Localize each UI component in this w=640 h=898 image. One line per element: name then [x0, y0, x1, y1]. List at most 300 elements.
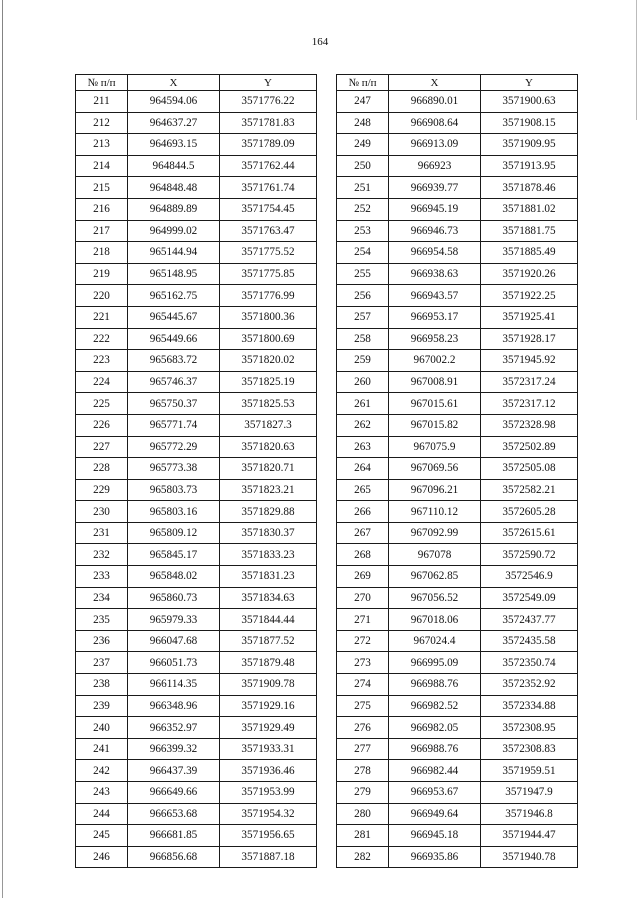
- y-coordinate-cell: 3571827.3: [220, 414, 317, 436]
- y-coordinate-cell: 3572502.89: [481, 436, 578, 458]
- x-coordinate-cell: 967008.91: [389, 371, 481, 393]
- point-number-cell: 260: [337, 371, 389, 393]
- point-number-cell: 258: [337, 328, 389, 350]
- point-number-cell: 236: [76, 630, 128, 652]
- x-coordinate-cell: 965148.95: [128, 263, 220, 285]
- y-coordinate-cell: 3572334.88: [481, 695, 578, 717]
- y-coordinate-cell: 3571775.85: [220, 263, 317, 285]
- point-number-cell: 249: [337, 134, 389, 156]
- point-number-cell: 274: [337, 674, 389, 696]
- table-row: [76, 717, 317, 739]
- x-coordinate-cell: 965773.38: [128, 458, 220, 480]
- table-row: [76, 220, 317, 242]
- point-number-cell: 233: [76, 566, 128, 588]
- y-coordinate-cell: 3571922.25: [481, 285, 578, 307]
- point-number-cell: 225: [76, 393, 128, 415]
- x-coordinate-cell: 967018.06: [389, 609, 481, 631]
- table-header-row: [337, 75, 578, 91]
- table-row: [76, 458, 317, 480]
- point-number-cell: 256: [337, 285, 389, 307]
- y-coordinate-cell: 3572317.12: [481, 393, 578, 415]
- table-row: [76, 695, 317, 717]
- x-coordinate-cell: 966946.73: [389, 220, 481, 242]
- point-number-cell: 280: [337, 803, 389, 825]
- y-coordinate-cell: 3571900.63: [481, 91, 578, 113]
- x-coordinate-cell: 965162.75: [128, 285, 220, 307]
- y-coordinate-cell: 3571925.41: [481, 306, 578, 328]
- table-row: [76, 134, 317, 156]
- point-number-cell: 265: [337, 479, 389, 501]
- coordinates-table-right: [336, 74, 578, 868]
- point-number-cell: 238: [76, 674, 128, 696]
- table-row: [337, 760, 578, 782]
- point-number-cell: 237: [76, 652, 128, 674]
- x-coordinate-cell: 966890.01: [389, 91, 481, 113]
- y-coordinate-cell: 3571800.36: [220, 306, 317, 328]
- header-x: X: [128, 75, 220, 91]
- x-coordinate-cell: 966923: [389, 155, 481, 177]
- y-coordinate-cell: 3571825.19: [220, 371, 317, 393]
- point-number-cell: 224: [76, 371, 128, 393]
- y-coordinate-cell: 3572308.95: [481, 717, 578, 739]
- table-row: [76, 328, 317, 350]
- x-coordinate-cell: 966348.96: [128, 695, 220, 717]
- point-number-cell: 254: [337, 242, 389, 264]
- point-number-cell: 271: [337, 609, 389, 631]
- y-coordinate-cell: 3571936.46: [220, 760, 317, 782]
- table-row: [76, 479, 317, 501]
- point-number-cell: 261: [337, 393, 389, 415]
- table-row: [337, 501, 578, 523]
- table-row: [337, 674, 578, 696]
- y-coordinate-cell: 3571820.71: [220, 458, 317, 480]
- table-row: [337, 306, 578, 328]
- point-number-cell: 263: [337, 436, 389, 458]
- x-coordinate-cell: 965979.33: [128, 609, 220, 631]
- table-row: [76, 350, 317, 372]
- table-row: [337, 393, 578, 415]
- point-number-cell: 264: [337, 458, 389, 480]
- y-coordinate-cell: 3571763.47: [220, 220, 317, 242]
- point-number-cell: 241: [76, 738, 128, 760]
- point-number-cell: 259: [337, 350, 389, 372]
- y-coordinate-cell: 3571909.95: [481, 134, 578, 156]
- x-coordinate-cell: 964889.89: [128, 198, 220, 220]
- point-number-cell: 247: [337, 91, 389, 113]
- y-coordinate-cell: 3571929.49: [220, 717, 317, 739]
- point-number-cell: 218: [76, 242, 128, 264]
- y-coordinate-cell: 3571928.17: [481, 328, 578, 350]
- y-coordinate-cell: 3571800.69: [220, 328, 317, 350]
- point-number-cell: 240: [76, 717, 128, 739]
- x-coordinate-cell: 966352.97: [128, 717, 220, 739]
- header-num: № п/п: [337, 75, 389, 91]
- table-row: [337, 242, 578, 264]
- y-coordinate-cell: 3572350.74: [481, 652, 578, 674]
- point-number-cell: 267: [337, 522, 389, 544]
- x-coordinate-cell: 965803.73: [128, 479, 220, 501]
- table-row: [337, 220, 578, 242]
- scan-edge-right: [636, 0, 637, 120]
- y-coordinate-cell: 3571946.8: [481, 803, 578, 825]
- y-coordinate-cell: 3571929.16: [220, 695, 317, 717]
- x-coordinate-cell: 967015.82: [389, 414, 481, 436]
- y-coordinate-cell: 3571944.47: [481, 825, 578, 847]
- y-coordinate-cell: 3571909.78: [220, 674, 317, 696]
- y-coordinate-cell: 3571940.78: [481, 846, 578, 868]
- x-coordinate-cell: 965683.72: [128, 350, 220, 372]
- y-coordinate-cell: 3571820.63: [220, 436, 317, 458]
- table-row: [337, 177, 578, 199]
- x-coordinate-cell: 965848.02: [128, 566, 220, 588]
- point-number-cell: 222: [76, 328, 128, 350]
- y-coordinate-cell: 3571877.52: [220, 630, 317, 652]
- table-row: [76, 436, 317, 458]
- scan-edge-left: [2, 0, 3, 898]
- table-row: [76, 803, 317, 825]
- x-coordinate-cell: 967024.4: [389, 630, 481, 652]
- point-number-cell: 277: [337, 738, 389, 760]
- y-coordinate-cell: 3571956.65: [220, 825, 317, 847]
- x-coordinate-cell: 965445.67: [128, 306, 220, 328]
- point-number-cell: 223: [76, 350, 128, 372]
- point-number-cell: 251: [337, 177, 389, 199]
- y-coordinate-cell: 3571776.22: [220, 91, 317, 113]
- table-row: [337, 112, 578, 134]
- point-number-cell: 235: [76, 609, 128, 631]
- table-row: [337, 609, 578, 631]
- y-coordinate-cell: 3572308.83: [481, 738, 578, 760]
- point-number-cell: 269: [337, 566, 389, 588]
- table-row: [76, 738, 317, 760]
- point-number-cell: 270: [337, 587, 389, 609]
- table-row: [337, 803, 578, 825]
- point-number-cell: 262: [337, 414, 389, 436]
- x-coordinate-cell: 965772.29: [128, 436, 220, 458]
- x-coordinate-cell: 967069.56: [389, 458, 481, 480]
- x-coordinate-cell: 966958.23: [389, 328, 481, 350]
- point-number-cell: 246: [76, 846, 128, 868]
- x-coordinate-cell: 966995.09: [389, 652, 481, 674]
- point-number-cell: 244: [76, 803, 128, 825]
- x-coordinate-cell: 965860.73: [128, 587, 220, 609]
- point-number-cell: 255: [337, 263, 389, 285]
- x-coordinate-cell: 966949.64: [389, 803, 481, 825]
- table-row: [76, 544, 317, 566]
- x-coordinate-cell: 965144.94: [128, 242, 220, 264]
- x-coordinate-cell: 965449.66: [128, 328, 220, 350]
- table-row: [337, 436, 578, 458]
- x-coordinate-cell: 964594.06: [128, 91, 220, 113]
- point-number-cell: 229: [76, 479, 128, 501]
- y-coordinate-cell: 3572549.09: [481, 587, 578, 609]
- point-number-cell: 250: [337, 155, 389, 177]
- point-number-cell: 276: [337, 717, 389, 739]
- table-row: [337, 652, 578, 674]
- x-coordinate-cell: 965746.37: [128, 371, 220, 393]
- point-number-cell: 243: [76, 782, 128, 804]
- point-number-cell: 214: [76, 155, 128, 177]
- point-number-cell: 217: [76, 220, 128, 242]
- table-row: [76, 609, 317, 631]
- y-coordinate-cell: 3571762.44: [220, 155, 317, 177]
- y-coordinate-cell: 3571823.21: [220, 479, 317, 501]
- table-row: [337, 458, 578, 480]
- point-number-cell: 252: [337, 198, 389, 220]
- point-number-cell: 219: [76, 263, 128, 285]
- x-coordinate-cell: 966653.68: [128, 803, 220, 825]
- y-coordinate-cell: 3571885.49: [481, 242, 578, 264]
- table-row: [76, 393, 317, 415]
- y-coordinate-cell: 3571775.52: [220, 242, 317, 264]
- table-row: [337, 371, 578, 393]
- y-coordinate-cell: 3571947.9: [481, 782, 578, 804]
- table-row: [337, 587, 578, 609]
- table-row: [76, 566, 317, 588]
- table-row: [76, 306, 317, 328]
- point-number-cell: 275: [337, 695, 389, 717]
- x-coordinate-cell: 967096.21: [389, 479, 481, 501]
- point-number-cell: 227: [76, 436, 128, 458]
- y-coordinate-cell: 3571933.31: [220, 738, 317, 760]
- point-number-cell: 212: [76, 112, 128, 134]
- point-number-cell: 220: [76, 285, 128, 307]
- point-number-cell: 232: [76, 544, 128, 566]
- table-row: [337, 695, 578, 717]
- table-row: [337, 566, 578, 588]
- y-coordinate-cell: 3571831.23: [220, 566, 317, 588]
- table-row: [337, 479, 578, 501]
- point-number-cell: 268: [337, 544, 389, 566]
- point-number-cell: 239: [76, 695, 128, 717]
- coordinates-table-left: [75, 74, 317, 868]
- point-number-cell: 248: [337, 112, 389, 134]
- y-coordinate-cell: 3571834.63: [220, 587, 317, 609]
- table-body-right: [337, 91, 578, 868]
- y-coordinate-cell: 3572317.24: [481, 371, 578, 393]
- point-number-cell: 281: [337, 825, 389, 847]
- table-row: [76, 198, 317, 220]
- x-coordinate-cell: 967075.9: [389, 436, 481, 458]
- y-coordinate-cell: 3571879.48: [220, 652, 317, 674]
- table-row: [76, 177, 317, 199]
- y-coordinate-cell: 3571887.18: [220, 846, 317, 868]
- table-row: [76, 846, 317, 868]
- point-number-cell: 273: [337, 652, 389, 674]
- y-coordinate-cell: 3571825.53: [220, 393, 317, 415]
- x-coordinate-cell: 966399.32: [128, 738, 220, 760]
- x-coordinate-cell: 966939.77: [389, 177, 481, 199]
- x-coordinate-cell: 966988.76: [389, 674, 481, 696]
- y-coordinate-cell: 3571830.37: [220, 522, 317, 544]
- point-number-cell: 257: [337, 306, 389, 328]
- x-coordinate-cell: 966856.68: [128, 846, 220, 868]
- y-coordinate-cell: 3571844.44: [220, 609, 317, 631]
- table-row: [76, 285, 317, 307]
- y-coordinate-cell: 3571908.15: [481, 112, 578, 134]
- table-row: [337, 155, 578, 177]
- header-y: Y: [481, 75, 578, 91]
- point-number-cell: 242: [76, 760, 128, 782]
- table-body-left: [76, 91, 317, 868]
- point-number-cell: 213: [76, 134, 128, 156]
- table-row: [337, 198, 578, 220]
- y-coordinate-cell: 3571754.45: [220, 198, 317, 220]
- y-coordinate-cell: 3571945.92: [481, 350, 578, 372]
- table-row: [337, 717, 578, 739]
- point-number-cell: 230: [76, 501, 128, 523]
- y-coordinate-cell: 3571829.88: [220, 501, 317, 523]
- point-number-cell: 272: [337, 630, 389, 652]
- y-coordinate-cell: 3571820.02: [220, 350, 317, 372]
- table-row: [76, 242, 317, 264]
- table-row: [76, 652, 317, 674]
- point-number-cell: 211: [76, 91, 128, 113]
- point-number-cell: 266: [337, 501, 389, 523]
- table-row: [76, 155, 317, 177]
- x-coordinate-cell: 966945.18: [389, 825, 481, 847]
- x-coordinate-cell: 964848.48: [128, 177, 220, 199]
- y-coordinate-cell: 3572546.9: [481, 566, 578, 588]
- x-coordinate-cell: 965803.16: [128, 501, 220, 523]
- table-row: [337, 782, 578, 804]
- y-coordinate-cell: 3572615.61: [481, 522, 578, 544]
- y-coordinate-cell: 3572590.72: [481, 544, 578, 566]
- table-row: [337, 91, 578, 113]
- x-coordinate-cell: 964637.27: [128, 112, 220, 134]
- y-coordinate-cell: 3572605.28: [481, 501, 578, 523]
- table-row: [76, 371, 317, 393]
- table-row: [337, 328, 578, 350]
- x-coordinate-cell: 966982.44: [389, 760, 481, 782]
- point-number-cell: 228: [76, 458, 128, 480]
- x-coordinate-cell: 967062.85: [389, 566, 481, 588]
- table-row: [337, 350, 578, 372]
- x-coordinate-cell: 966982.52: [389, 695, 481, 717]
- table-row: [337, 630, 578, 652]
- table-row: [337, 134, 578, 156]
- y-coordinate-cell: 3571878.46: [481, 177, 578, 199]
- table-row: [76, 263, 317, 285]
- x-coordinate-cell: 966982.05: [389, 717, 481, 739]
- x-coordinate-cell: 966114.35: [128, 674, 220, 696]
- x-coordinate-cell: 966908.64: [389, 112, 481, 134]
- y-coordinate-cell: 3571833.23: [220, 544, 317, 566]
- y-coordinate-cell: 3572352.92: [481, 674, 578, 696]
- table-row: [76, 587, 317, 609]
- y-coordinate-cell: 3571789.09: [220, 134, 317, 156]
- x-coordinate-cell: 965809.12: [128, 522, 220, 544]
- point-number-cell: 231: [76, 522, 128, 544]
- y-coordinate-cell: 3571954.32: [220, 803, 317, 825]
- table-header-row: [76, 75, 317, 91]
- table-row: [76, 501, 317, 523]
- x-coordinate-cell: 967078: [389, 544, 481, 566]
- table-row: [76, 414, 317, 436]
- point-number-cell: 226: [76, 414, 128, 436]
- x-coordinate-cell: 966945.19: [389, 198, 481, 220]
- table-row: [337, 263, 578, 285]
- y-coordinate-cell: 3572437.77: [481, 609, 578, 631]
- x-coordinate-cell: 966988.76: [389, 738, 481, 760]
- table-row: [337, 846, 578, 868]
- x-coordinate-cell: 967002.2: [389, 350, 481, 372]
- table-row: [76, 674, 317, 696]
- page-number: 164: [311, 36, 329, 48]
- x-coordinate-cell: 966913.09: [389, 134, 481, 156]
- table-row: [76, 522, 317, 544]
- y-coordinate-cell: 3571881.75: [481, 220, 578, 242]
- x-coordinate-cell: 966953.17: [389, 306, 481, 328]
- header-y: Y: [220, 75, 317, 91]
- x-coordinate-cell: 966938.63: [389, 263, 481, 285]
- x-coordinate-cell: 966649.66: [128, 782, 220, 804]
- point-number-cell: 278: [337, 760, 389, 782]
- y-coordinate-cell: 3572505.08: [481, 458, 578, 480]
- table-row: [76, 91, 317, 113]
- x-coordinate-cell: 967092.99: [389, 522, 481, 544]
- point-number-cell: 215: [76, 177, 128, 199]
- y-coordinate-cell: 3571953.99: [220, 782, 317, 804]
- table-row: [337, 825, 578, 847]
- point-number-cell: 245: [76, 825, 128, 847]
- x-coordinate-cell: 966953.67: [389, 782, 481, 804]
- x-coordinate-cell: 967015.61: [389, 393, 481, 415]
- x-coordinate-cell: 965771.74: [128, 414, 220, 436]
- table-row: [337, 285, 578, 307]
- table-row: [76, 760, 317, 782]
- point-number-cell: 282: [337, 846, 389, 868]
- point-number-cell: 234: [76, 587, 128, 609]
- y-coordinate-cell: 3572328.98: [481, 414, 578, 436]
- table-row: [76, 112, 317, 134]
- y-coordinate-cell: 3571781.83: [220, 112, 317, 134]
- x-coordinate-cell: 966437.39: [128, 760, 220, 782]
- table-row: [337, 738, 578, 760]
- y-coordinate-cell: 3571913.95: [481, 155, 578, 177]
- x-coordinate-cell: 964844.5: [128, 155, 220, 177]
- x-coordinate-cell: 964693.15: [128, 134, 220, 156]
- x-coordinate-cell: 964999.02: [128, 220, 220, 242]
- x-coordinate-cell: 966943.57: [389, 285, 481, 307]
- table-row: [337, 544, 578, 566]
- y-coordinate-cell: 3571920.26: [481, 263, 578, 285]
- x-coordinate-cell: 966935.86: [389, 846, 481, 868]
- y-coordinate-cell: 3571959.51: [481, 760, 578, 782]
- x-coordinate-cell: 965845.17: [128, 544, 220, 566]
- point-number-cell: 221: [76, 306, 128, 328]
- table-row: [76, 825, 317, 847]
- y-coordinate-cell: 3571881.02: [481, 198, 578, 220]
- point-number-cell: 216: [76, 198, 128, 220]
- y-coordinate-cell: 3571761.74: [220, 177, 317, 199]
- table-row: [76, 782, 317, 804]
- x-coordinate-cell: 966954.58: [389, 242, 481, 264]
- y-coordinate-cell: 3572582.21: [481, 479, 578, 501]
- point-number-cell: 253: [337, 220, 389, 242]
- x-coordinate-cell: 967056.52: [389, 587, 481, 609]
- table-row: [337, 414, 578, 436]
- x-coordinate-cell: 966047.68: [128, 630, 220, 652]
- table-row: [76, 630, 317, 652]
- y-coordinate-cell: 3572435.58: [481, 630, 578, 652]
- x-coordinate-cell: 965750.37: [128, 393, 220, 415]
- table-row: [337, 522, 578, 544]
- point-number-cell: 279: [337, 782, 389, 804]
- x-coordinate-cell: 967110.12: [389, 501, 481, 523]
- x-coordinate-cell: 966681.85: [128, 825, 220, 847]
- header-x: X: [389, 75, 481, 91]
